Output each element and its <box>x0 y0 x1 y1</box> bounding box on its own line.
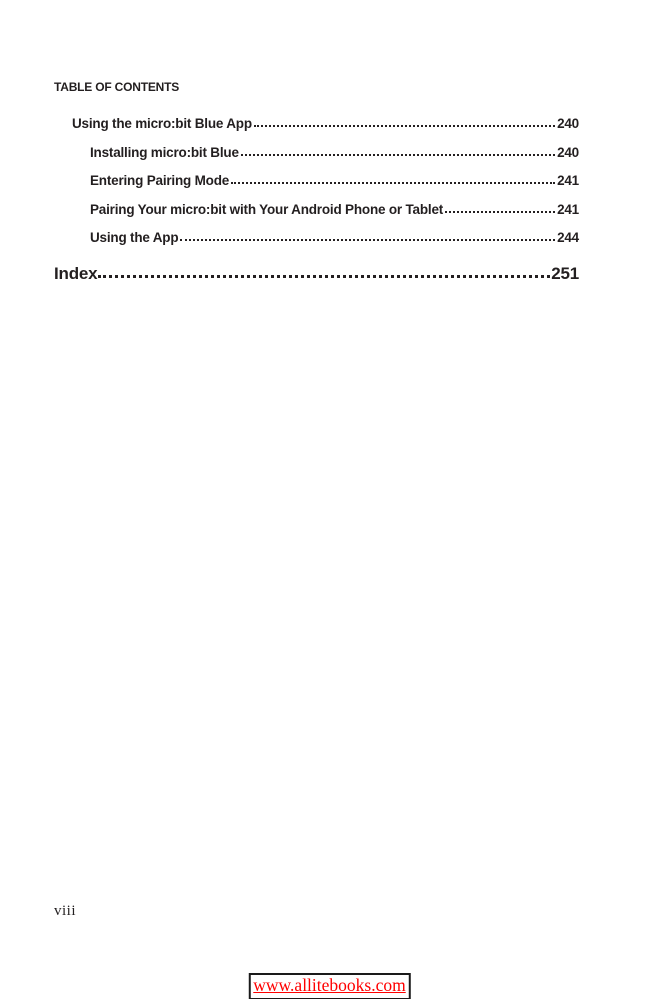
toc-entry <box>54 196 579 225</box>
dot-leader <box>98 275 550 278</box>
toc-entry-label: Installing micro:bit Blue <box>90 144 239 160</box>
toc-entry-label: Entering Pairing Mode <box>90 173 230 189</box>
folio-page-number: viii <box>54 903 77 919</box>
toc-entry-page-number: 241 <box>557 173 579 189</box>
toc-entry-page-number: 240 <box>557 144 579 160</box>
toc-entry-label: Using the App <box>90 230 179 246</box>
toc-entry <box>54 139 579 168</box>
dot-leader <box>231 182 555 184</box>
toc-entry-label: Using the micro:bit Blue App <box>72 116 252 131</box>
dot-leader <box>241 154 555 156</box>
allitebooks-link-box <box>248 973 410 999</box>
toc-entry-page-number: 240 <box>557 116 579 131</box>
page-header: TABLE OF CONTENTS <box>54 80 180 94</box>
index-label: Index <box>54 264 98 283</box>
toc-entry <box>54 224 579 253</box>
dot-leader <box>180 239 555 241</box>
toc-index-entry <box>54 260 579 288</box>
toc-entry <box>54 110 579 139</box>
dot-leader <box>254 125 555 127</box>
toc-entry <box>54 167 579 196</box>
toc-entry-page-number: 241 <box>557 201 579 217</box>
index-page-number: 251 <box>551 264 579 283</box>
allitebooks-link[interactable]: www.allitebooks.com <box>253 975 406 995</box>
toc-entry-label: Pairing Your micro:bit with Your Android Phone or Tablet <box>90 201 444 217</box>
toc-entry-page-number: 244 <box>557 230 579 246</box>
dot-leader <box>445 211 555 213</box>
toc-list <box>54 110 579 253</box>
